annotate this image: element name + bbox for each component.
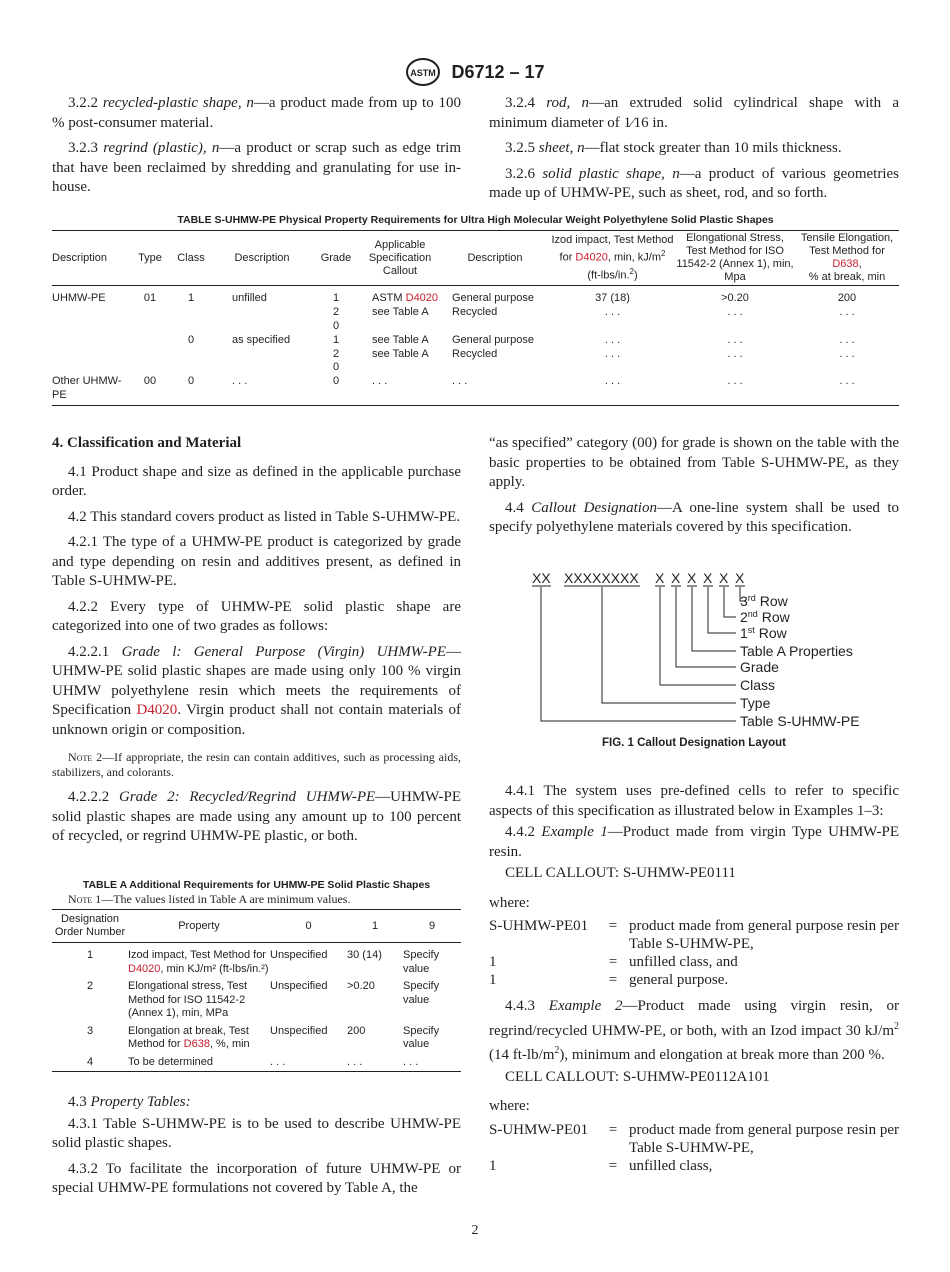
- main-table-row: [52, 306, 899, 320]
- cell-tensile: . . .: [839, 347, 855, 360]
- para-4-2-2-2: 4.2.2.2 Grade 2: Recycled/Regrind UHMW-PE—UHMW-PE solid plastic shapes are made using any amount up to 100 percent of recycled, or regrind UHMW-PE plastic, or both.: [52, 789, 461, 844]
- main-table-header: [52, 231, 899, 286]
- cell-value-0: . . .: [270, 1055, 286, 1068]
- para-4-3-2-continued: “as specified” category (00) for grade is shown on the table with the basic properties to be obtained from Table S-UHMW-PE, as they apply.: [489, 435, 899, 490]
- where-code: S-UHMW-PE01: [489, 918, 589, 934]
- para-4-1: 4.1 Product shape and size as defined in the applicable purchase order.: [52, 463, 461, 499]
- example-1-table: [489, 917, 899, 989]
- main-table-row: [52, 348, 899, 362]
- cell-order-number: 1: [86, 949, 94, 961]
- where-label-1: where:: [489, 894, 530, 911]
- cell-stress: >0.20: [721, 292, 749, 305]
- cell-gdesc: General purpose: [452, 333, 534, 346]
- where-label-2: where:: [489, 1098, 530, 1114]
- table-a-row: [52, 943, 461, 977]
- col-description: Description: [52, 251, 108, 264]
- cell-value-9: . . .: [403, 1055, 419, 1068]
- para-4-3-2: 4.3.2 To facilitate the incorporation of future UHMW-PE or special UHMW-PE formulations not covered by Table A, the: [52, 1160, 461, 1196]
- where-row: [489, 953, 899, 971]
- cell-grade: 0: [332, 319, 340, 332]
- cell-grade: 2: [332, 306, 340, 319]
- cell-callout-2: CELL CALLOUT: S-UHMW-PE0112A101: [505, 1068, 770, 1085]
- cell-tensile: [795, 361, 899, 375]
- col-elongational-stress: Elongational Stress, Test Method for ISO 11542-2 (Annex 1), min, Mpa: [676, 232, 794, 284]
- cell-cdesc: as specified: [232, 333, 291, 346]
- main-table-row: [52, 361, 899, 375]
- cell-class: 0: [187, 375, 195, 388]
- para-4-2-1: 4.2.1 The type of a UHMW-PE product is categorized by grade and type depending on resin and additives present, as defined in Table S-UHMW-PE.: [52, 534, 461, 589]
- para-4-2: 4.2 This standard covers product as listed in Table S-UHMW-PE.: [68, 508, 461, 525]
- cell-desc: [52, 348, 130, 362]
- cell-gdesc: General purpose: [452, 292, 534, 305]
- cell-order-number: 4: [86, 1055, 94, 1068]
- callout-designation-figure: [489, 565, 899, 755]
- fig-label-1st-row: 1st Row: [740, 625, 787, 641]
- col-class-description: Description: [234, 252, 290, 265]
- cell-stress: . . .: [727, 347, 743, 360]
- cell-izod: [550, 361, 675, 375]
- para-3-2-5: 3.2.5 sheet, n—flat stock greater than 10 mils thickness.: [505, 140, 842, 156]
- fig-code-x3: X: [687, 570, 697, 586]
- cell-callout: ASTM D4020: [372, 292, 439, 305]
- cell-callout: . . .: [372, 375, 388, 388]
- main-table-title: TABLE S-UHMW-PE Physical Property Requirements for Ultra High Molecular Weight Polyethylene Solid Plastic Shapes: [177, 214, 774, 226]
- cell-callout: [360, 320, 440, 334]
- where-row: [489, 917, 899, 953]
- cell-type: 01: [143, 292, 157, 305]
- cell-izod: . . .: [604, 375, 621, 388]
- where-row: [489, 1157, 899, 1175]
- where-row: [489, 1121, 899, 1157]
- cell-order-number: 2: [86, 980, 94, 992]
- col-1: 1: [371, 920, 379, 932]
- fig-code-xx: XX: [532, 570, 551, 586]
- para-3-2-4: 3.2.4 rod, n—an extruded solid cylindrical shape with a minimum diameter of 1⁄16 in.: [489, 95, 900, 131]
- cell-izod: 37 (18): [595, 292, 630, 305]
- document-code: D6712 – 17: [451, 61, 545, 82]
- cell-cdesc: [212, 320, 312, 334]
- main-table-row: [52, 334, 899, 348]
- cell-grade: 2: [332, 347, 340, 360]
- cell-desc: [52, 361, 130, 375]
- page-header: [0, 57, 950, 87]
- cell-izod: . . .: [604, 333, 621, 346]
- cell-property: Izod impact, Test Method for D4020, min KJ/m² (ft-lbs/in.²): [128, 949, 269, 975]
- fig-code-x5: X: [719, 570, 729, 586]
- para-3-2-6: 3.2.6 solid plastic shape, n—a product of various geometries made up of UHMW-PE, such as sheet, rod, and so forth.: [489, 165, 899, 201]
- right-lower-column: [489, 782, 899, 1175]
- cell-tensile: [795, 320, 899, 334]
- left-top-column: [52, 94, 461, 204]
- cell-callout: see Table A: [372, 306, 429, 319]
- fig-label-3rd-row: 3rd Row: [740, 593, 788, 609]
- fig-label-table-a: Table A Properties: [740, 643, 853, 659]
- cell-value-0: Unspecified: [270, 949, 328, 961]
- cell-callout-1: CELL CALLOUT: S-UHMW-PE0111: [505, 865, 736, 881]
- cell-cdesc: [212, 361, 312, 375]
- col-order-number: Designation Order Number: [54, 913, 126, 938]
- where-text: product made from general purpose resin per Table S-UHMW-PE,: [629, 1121, 899, 1156]
- where-text: product made from general purpose resin per Table S-UHMW-PE,: [629, 918, 899, 952]
- cell-gdesc: Recycled: [452, 306, 498, 319]
- cell-type: 00: [143, 375, 157, 388]
- col-0: 0: [305, 920, 312, 932]
- cell-izod: [550, 320, 675, 334]
- left-bottom-column: [52, 1093, 461, 1205]
- cell-tensile: . . .: [839, 375, 855, 388]
- cell-gdesc: Recycled: [452, 347, 498, 360]
- table-a-note: Note 1—The values listed in Table A are minimum values.: [68, 892, 351, 906]
- fig-code-x4: X: [703, 570, 713, 586]
- cell-desc: [52, 320, 130, 334]
- para-3-2-2: 3.2.2 recycled-plastic shape, n—a product made from up to 100 % post-consumer material.: [52, 95, 462, 131]
- col-callout: Applicable Specification Callout: [368, 238, 432, 277]
- logo-text: ASTM: [410, 68, 437, 78]
- fig-label-grade: Grade: [740, 659, 779, 675]
- cell-class: [170, 361, 212, 375]
- cell-type: [130, 334, 170, 348]
- main-table-row: [52, 375, 899, 405]
- where-eq: =: [608, 954, 618, 970]
- col-grade-description: Description: [467, 252, 523, 265]
- main-table-row: [52, 286, 899, 306]
- fig-code-x6: X: [735, 570, 745, 586]
- example-2-table: [489, 1121, 899, 1175]
- para-4-4-2: 4.4.2 Example 1—Product made from virgin Type UHMW-PE resin.: [489, 824, 900, 860]
- col-grade: Grade: [320, 252, 352, 265]
- cell-tensile: 200: [837, 292, 857, 305]
- cell-property: Elongation at break, Test Method for D638, %, min: [128, 1024, 250, 1050]
- cell-type: [130, 320, 170, 334]
- cell-grade: 0: [332, 361, 340, 374]
- para-3-2-3: 3.2.3 regrind (plastic), n—a product or scrap such as edge trim that have been reclaimed by shredding and granulating for use in-house.: [52, 140, 461, 195]
- cell-class: [170, 306, 212, 320]
- cell-cdesc: [212, 306, 312, 320]
- cell-stress: [675, 361, 795, 375]
- cell-desc: [52, 306, 130, 320]
- fig-label-table-s: Table S-UHMW-PE: [740, 713, 860, 729]
- cell-callout: see Table A: [372, 333, 429, 346]
- cell-cdesc: unfilled: [232, 292, 267, 305]
- cell-value-1: 200: [347, 1024, 366, 1037]
- where-eq: =: [608, 918, 618, 934]
- para-4-3-1: 4.3.1 Table S-UHMW-PE is to be used to describe UHMW-PE solid plastic shapes.: [52, 1115, 461, 1151]
- cell-order-number: 3: [86, 1024, 94, 1037]
- cell-class: 1: [187, 292, 195, 305]
- cell-cdesc: [212, 348, 312, 362]
- col-9: 9: [428, 920, 436, 932]
- cell-grade: 0: [332, 375, 340, 388]
- table-a-body: [52, 943, 461, 1072]
- main-table-row: [52, 320, 899, 334]
- where-text: general purpose.: [629, 972, 729, 988]
- para-4-4: 4.4 Callout Designation—A one-line system shall be used to specify polyethylene materials covered by this specification.: [489, 499, 900, 535]
- cell-value-1: 30 (14): [347, 949, 382, 961]
- where-code: 1: [489, 972, 497, 988]
- fig-code-x2: X: [671, 570, 681, 586]
- cell-type: [130, 348, 170, 362]
- para-4-4-3: 4.4.3 Example 2—Product made using virgin resin, or regrind/recycled UHMW-PE, or both, with an Izod impact 30 $kJ/m^2$ (14 $ft-lb/m^2$), minimum and elongation at break more than 200 %.: [489, 998, 899, 1063]
- right-top-column: [489, 94, 899, 210]
- cell-grade: 1: [332, 333, 340, 346]
- cell-stress: . . .: [727, 306, 743, 319]
- left-main-column: [52, 434, 461, 853]
- cell-value-9: Specify value: [403, 980, 440, 1006]
- cell-gdesc: . . .: [452, 375, 468, 388]
- cell-desc: UHMW-PE: [52, 292, 106, 305]
- figure-caption: FIG. 1 Callout Designation Layout: [601, 737, 787, 749]
- para-4-2-2: 4.2.2 Every type of UHMW-PE solid plastic shape are categorized into one of two grades as follows:: [52, 598, 461, 634]
- cell-property: To be determined: [128, 1055, 213, 1068]
- col-tensile: Tensile Elongation, Test Method for D638, % at break, min: [800, 232, 894, 284]
- cell-type: [130, 306, 170, 320]
- cell-callout: [360, 361, 440, 375]
- note-2: Note 2—If appropriate, the resin can contain additives, such as processing aids, stabilizers, and colorants.: [52, 750, 461, 779]
- cell-callout: see Table A: [372, 347, 429, 360]
- cell-value-9: Specify value: [403, 1024, 440, 1050]
- cell-value-1: >0.20: [347, 980, 375, 992]
- cell-tensile: . . .: [839, 306, 855, 319]
- main-table-body: [52, 286, 899, 405]
- table-a-row: [52, 976, 461, 1021]
- main-table: [52, 230, 899, 406]
- where-code: 1: [489, 954, 497, 970]
- where-eq: =: [608, 972, 618, 988]
- cell-gdesc: [440, 320, 550, 334]
- table-a-row: [52, 1052, 461, 1072]
- cell-izod: . . .: [604, 347, 621, 360]
- cell-class: [170, 320, 212, 334]
- col-class: Class: [177, 252, 205, 265]
- cell-class: [170, 348, 212, 362]
- cell-value-0: Unspecified: [270, 980, 328, 992]
- section-4-heading: 4. Classification and Material: [52, 435, 242, 451]
- cell-desc: [52, 334, 130, 348]
- where-row: [489, 971, 899, 989]
- where-text: unfilled class,: [629, 1157, 713, 1174]
- where-text: unfilled class, and: [629, 954, 738, 970]
- cell-gdesc: [440, 361, 550, 375]
- cell-value-0: Unspecified: [270, 1024, 328, 1037]
- para-4-4-1: 4.4.1 The system uses pre-defined cells to refer to specific aspects of this specification as illustrated below in Examples 1–3:: [489, 783, 899, 819]
- cell-stress: . . .: [727, 375, 743, 388]
- cell-izod: . . .: [604, 306, 621, 319]
- cell-tensile: . . .: [839, 333, 855, 346]
- cell-stress: . . .: [727, 333, 743, 346]
- fig-label-2nd-row: 2nd Row: [740, 609, 790, 625]
- fig-code-mid: XXXXXXXX: [564, 570, 639, 586]
- cell-class: 0: [187, 333, 195, 346]
- cell-stress: [675, 320, 795, 334]
- table-a-row: [52, 1021, 461, 1052]
- cell-grade: 1: [332, 292, 340, 305]
- table-a: [52, 909, 461, 1072]
- cell-desc: Other UHMW-PE: [52, 375, 122, 401]
- right-main-column: [489, 434, 899, 544]
- cell-type: [130, 361, 170, 375]
- para-4-2-2-1: 4.2.2.1 Grade l: General Purpose (Virgin) UHMW-PE—UHMW-PE solid plastic shapes are made using only 100 % virgin UHMW polyethylene resin which meets the requirements of Specification D4020. Virgin product shall not contain materials of unknown origin or composition.: [52, 643, 461, 738]
- where-code: S-UHMW-PE01: [489, 1121, 589, 1138]
- where-eq: =: [608, 1121, 618, 1138]
- col-type: Type: [138, 252, 162, 265]
- astm-logo-icon: [405, 57, 441, 87]
- col-izod: Izod impact, Test Method for D4020, min, $kJ/m^2$ (ft-lbs/in.$^2$): [551, 234, 674, 282]
- fig-code-x1: X: [655, 570, 665, 586]
- cell-property: Elongational stress, Test Method for ISO 11542-2 (Annex 1), min, MPa: [128, 980, 248, 1019]
- table-a-title: TABLE A Additional Requirements for UHMW-PE Solid Plastic Shapes: [82, 879, 431, 891]
- table-a-header: [52, 910, 461, 943]
- para-4-3: 4.3 Property Tables:: [68, 1094, 191, 1110]
- where-code: 1: [489, 1157, 497, 1174]
- fig-label-type: Type: [740, 695, 771, 711]
- cell-value-9: Specify value: [403, 949, 440, 975]
- cell-cdesc: . . .: [232, 375, 248, 388]
- col-property: Property: [178, 920, 220, 932]
- page-number: 2: [471, 1223, 479, 1238]
- where-eq: =: [608, 1157, 618, 1174]
- cell-value-1: . . .: [347, 1055, 363, 1068]
- fig-label-class: Class: [740, 677, 776, 693]
